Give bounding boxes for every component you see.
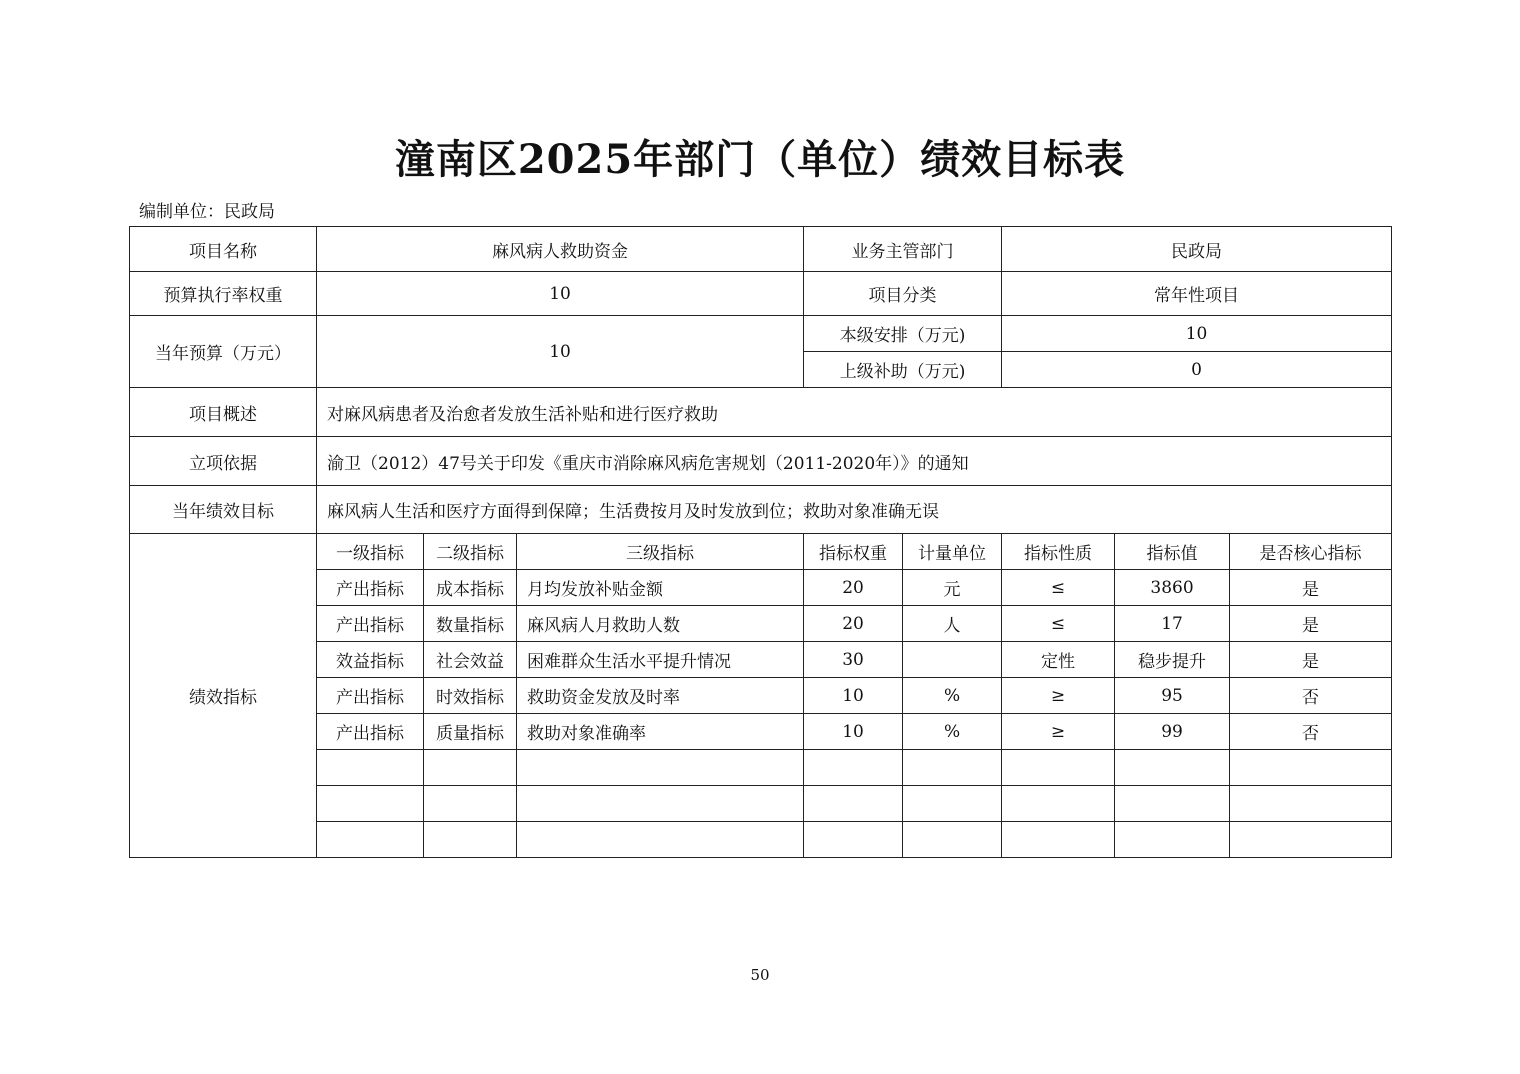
row-budget-local <box>130 316 1392 352</box>
upper-label: 上级补助（万元) <box>804 352 1002 388</box>
goal-label: 当年绩效目标 <box>130 486 317 534</box>
cell-level3: 月均发放补贴金额 <box>517 570 804 606</box>
row-weight <box>130 272 1392 316</box>
compiling-unit-value: 民政局 <box>224 202 275 222</box>
cell-level2: 成本指标 <box>424 570 517 606</box>
cell-level3: 救助资金发放及时率 <box>517 678 804 714</box>
header-level3: 三级指标 <box>517 534 804 570</box>
cell-value: 17 <box>1115 606 1230 642</box>
cell-core: 是 <box>1230 570 1392 606</box>
cell-core: 是 <box>1230 606 1392 642</box>
table-row <box>130 570 1392 606</box>
cell-level1: 效益指标 <box>317 642 424 678</box>
cell-value: 95 <box>1115 678 1230 714</box>
header-weight: 指标权重 <box>804 534 903 570</box>
cell-core: 是 <box>1230 642 1392 678</box>
table-row <box>130 678 1392 714</box>
cell-nature: 定性 <box>1002 642 1115 678</box>
table-row <box>130 714 1392 750</box>
upper-value: 0 <box>1002 352 1392 388</box>
category-value: 常年性项目 <box>1002 272 1392 316</box>
header-nature: 指标性质 <box>1002 534 1115 570</box>
page-title: 潼南区2025年部门（单位）绩效目标表 <box>394 136 1126 183</box>
table-row <box>130 642 1392 678</box>
cell-core: 否 <box>1230 714 1392 750</box>
row-project-name <box>130 227 1392 272</box>
row-basis <box>130 437 1392 486</box>
cell-nature: ≤ <box>1002 606 1115 642</box>
cell-weight: 20 <box>804 606 903 642</box>
row-goal <box>130 486 1392 534</box>
cell-unit: % <box>903 678 1002 714</box>
cell-weight: 20 <box>804 570 903 606</box>
cell-level2: 数量指标 <box>424 606 517 642</box>
empty-row <box>130 786 1392 822</box>
indicators-section-label: 绩效指标 <box>130 534 317 858</box>
project-name-value: 麻风病人救助资金 <box>317 227 804 272</box>
cell-unit: 人 <box>903 606 1002 642</box>
header-core: 是否核心指标 <box>1230 534 1392 570</box>
local-value: 10 <box>1002 316 1392 352</box>
empty-row <box>130 822 1392 858</box>
cell-level3: 救助对象准确率 <box>517 714 804 750</box>
basis-value: 渝卫（2012）47号关于印发《重庆市消除麻风病危害规划（2011-2020年）》的通知 <box>317 437 1392 486</box>
budget-value: 10 <box>317 316 804 388</box>
cell-value: 稳步提升 <box>1115 642 1230 678</box>
cell-core: 否 <box>1230 678 1392 714</box>
cell-level3: 麻风病人月救助人数 <box>517 606 804 642</box>
compiling-unit <box>139 197 275 222</box>
weight-value: 10 <box>317 272 804 316</box>
budget-label: 当年预算（万元） <box>130 316 317 388</box>
cell-level1: 产出指标 <box>317 714 424 750</box>
header-level1: 一级指标 <box>317 534 424 570</box>
cell-unit: 元 <box>903 570 1002 606</box>
cell-nature: ≤ <box>1002 570 1115 606</box>
weight-label: 预算执行率权重 <box>130 272 317 316</box>
goal-value: 麻风病人生活和医疗方面得到保障；生活费按月及时发放到位；救助对象准确无误 <box>317 486 1392 534</box>
performance-target-table <box>129 226 1392 858</box>
basis-label: 立项依据 <box>130 437 317 486</box>
page-number: 50 <box>750 966 770 984</box>
header-level2: 二级指标 <box>424 534 517 570</box>
cell-level3: 困难群众生活水平提升情况 <box>517 642 804 678</box>
header-unit: 计量单位 <box>903 534 1002 570</box>
summary-label: 项目概述 <box>130 388 317 437</box>
dept-label: 业务主管部门 <box>804 227 1002 272</box>
cell-nature: ≥ <box>1002 714 1115 750</box>
project-name-label: 项目名称 <box>130 227 317 272</box>
category-label: 项目分类 <box>804 272 1002 316</box>
cell-value: 99 <box>1115 714 1230 750</box>
row-summary <box>130 388 1392 437</box>
cell-level2: 质量指标 <box>424 714 517 750</box>
cell-nature: ≥ <box>1002 678 1115 714</box>
cell-weight: 10 <box>804 678 903 714</box>
cell-weight: 10 <box>804 714 903 750</box>
cell-level1: 产出指标 <box>317 570 424 606</box>
cell-level2: 社会效益 <box>424 642 517 678</box>
cell-unit: % <box>903 714 1002 750</box>
empty-row <box>130 750 1392 786</box>
cell-level2: 时效指标 <box>424 678 517 714</box>
cell-value: 3860 <box>1115 570 1230 606</box>
cell-weight: 30 <box>804 642 903 678</box>
indicator-header-row <box>130 534 1392 570</box>
summary-value: 对麻风病患者及治愈者发放生活补贴和进行医疗救助 <box>317 388 1392 437</box>
compiling-unit-label: 编制单位： <box>139 202 224 222</box>
cell-level1: 产出指标 <box>317 606 424 642</box>
table-row <box>130 606 1392 642</box>
dept-value: 民政局 <box>1002 227 1392 272</box>
cell-unit <box>903 642 1002 678</box>
header-value: 指标值 <box>1115 534 1230 570</box>
local-label: 本级安排（万元) <box>804 316 1002 352</box>
cell-level1: 产出指标 <box>317 678 424 714</box>
